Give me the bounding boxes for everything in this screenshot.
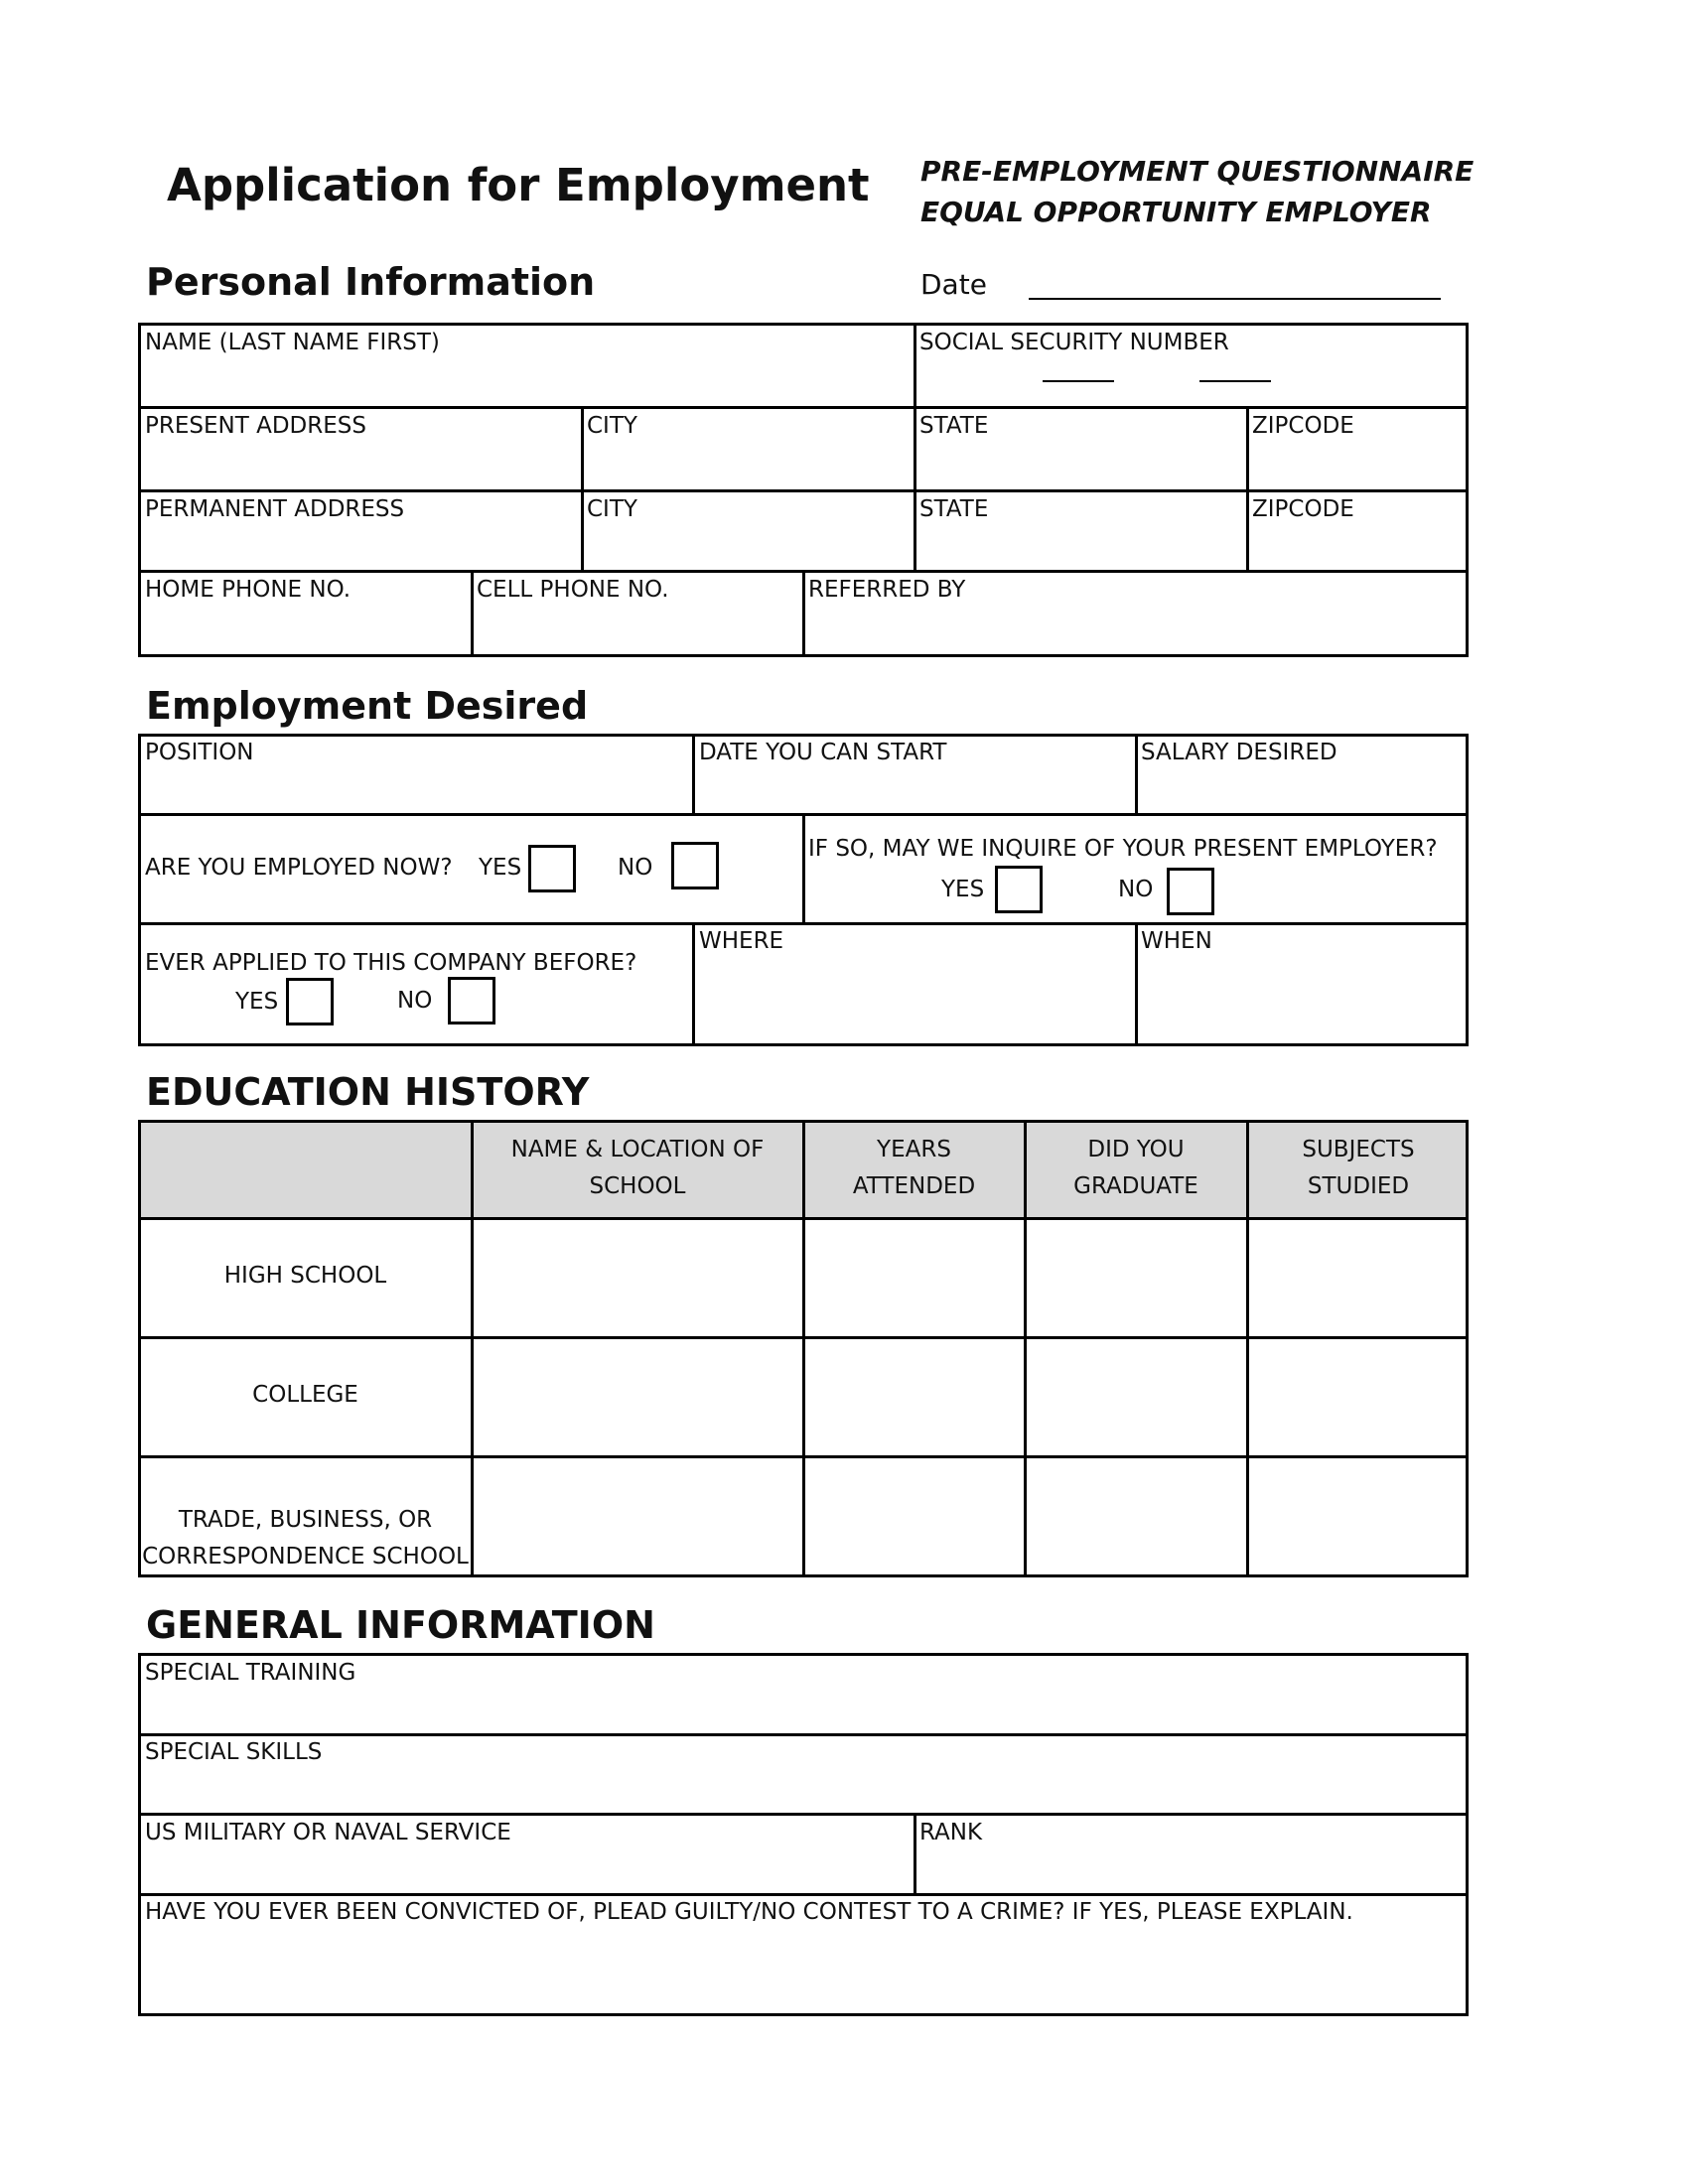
edu-row-trade-line2: CORRESPONDENCE SCHOOL <box>142 1544 469 1570</box>
inquire-yes-checkbox[interactable] <box>995 866 1043 913</box>
ssn-separator-2 <box>1199 380 1271 382</box>
employed-now-yes-label: YES <box>479 855 522 881</box>
applied-before-yes-checkbox[interactable] <box>286 978 334 1025</box>
position-field[interactable]: POSITION <box>145 740 254 765</box>
employed-now-label: ARE YOU EMPLOYED NOW? <box>145 855 453 881</box>
where-field[interactable]: WHERE <box>699 928 784 954</box>
inquire-no-checkbox[interactable] <box>1167 868 1214 915</box>
date-start-field[interactable]: DATE YOU CAN START <box>699 740 947 765</box>
ssn-field[interactable]: SOCIAL SECURITY NUMBER <box>919 330 1229 355</box>
edu-col-subjects-line1: SUBJECTS <box>1302 1137 1415 1162</box>
date-label: Date <box>920 268 987 301</box>
employed-now-yes-checkbox[interactable] <box>528 845 576 892</box>
special-skills-field[interactable]: SPECIAL SKILLS <box>145 1739 323 1765</box>
date-field[interactable] <box>1029 298 1441 300</box>
employed-now-no-label: NO <box>618 855 653 881</box>
present-zipcode-field[interactable]: ZIPCODE <box>1252 413 1354 439</box>
edu-col-subjects-line2: STUDIED <box>1307 1173 1410 1199</box>
edu-col-school-line1: NAME & LOCATION OF <box>510 1137 765 1162</box>
subtitle-questionnaire: PRE-EMPLOYMENT QUESTIONNAIRE <box>920 155 1475 188</box>
inquire-yes-label: YES <box>941 877 985 902</box>
edu-col-school-line2: SCHOOL <box>589 1173 686 1199</box>
present-state-field[interactable]: STATE <box>919 413 989 439</box>
section-education-history: EDUCATION HISTORY <box>146 1070 590 1114</box>
rank-field[interactable]: RANK <box>919 1820 983 1845</box>
name-field[interactable]: NAME (LAST NAME FIRST) <box>145 330 440 355</box>
section-employment-desired: Employment Desired <box>146 684 589 728</box>
edu-col-graduate-line2: GRADUATE <box>1073 1173 1198 1199</box>
ssn-separator-1 <box>1043 380 1114 382</box>
employed-now-no-checkbox[interactable] <box>671 842 719 889</box>
permanent-state-field[interactable]: STATE <box>919 496 989 522</box>
edu-col-years-line1: YEARS <box>877 1137 951 1162</box>
permanent-zipcode-field[interactable]: ZIPCODE <box>1252 496 1354 522</box>
section-personal-information: Personal Information <box>146 260 596 304</box>
cell-phone-field[interactable]: CELL PHONE NO. <box>477 577 669 603</box>
inquire-no-label: NO <box>1118 877 1154 902</box>
edu-col-graduate-line1: DID YOU <box>1087 1137 1185 1162</box>
special-training-field[interactable]: SPECIAL TRAINING <box>145 1660 356 1686</box>
salary-field[interactable]: SALARY DESIRED <box>1141 740 1337 765</box>
when-field[interactable]: WHEN <box>1141 928 1212 954</box>
edu-row-trade-line1: TRADE, BUSINESS, OR <box>178 1507 433 1533</box>
home-phone-field[interactable]: HOME PHONE NO. <box>145 577 352 603</box>
edu-col-years-line2: ATTENDED <box>852 1173 976 1199</box>
permanent-address-field[interactable]: PERMANENT ADDRESS <box>145 496 405 522</box>
section-general-information: GENERAL INFORMATION <box>146 1603 655 1647</box>
conviction-field[interactable]: HAVE YOU EVER BEEN CONVICTED OF, PLEAD GUILTY/NO CONTEST TO A CRIME? IF YES, PLEASE EXPLAIN. <box>145 1899 1353 1925</box>
applied-before-label: EVER APPLIED TO THIS COMPANY BEFORE? <box>145 950 637 976</box>
permanent-city-field[interactable]: CITY <box>587 496 637 522</box>
present-city-field[interactable]: CITY <box>587 413 637 439</box>
applied-before-no-label: NO <box>397 988 433 1014</box>
applied-before-no-checkbox[interactable] <box>448 977 495 1024</box>
military-service-field[interactable]: US MILITARY OR NAVAL SERVICE <box>145 1820 511 1845</box>
inquire-employer-label: IF SO, MAY WE INQUIRE OF YOUR PRESENT EMPLOYER? <box>808 836 1438 862</box>
applied-before-yes-label: YES <box>235 989 279 1015</box>
edu-row-college: COLLEGE <box>252 1382 358 1408</box>
subtitle-eoe: EQUAL OPPORTUNITY EMPLOYER <box>920 196 1432 228</box>
edu-row-high-school: HIGH SCHOOL <box>223 1263 387 1289</box>
form-title: Application for Employment <box>167 159 870 211</box>
present-address-field[interactable]: PRESENT ADDRESS <box>145 413 366 439</box>
referred-by-field[interactable]: REFERRED BY <box>808 577 966 603</box>
